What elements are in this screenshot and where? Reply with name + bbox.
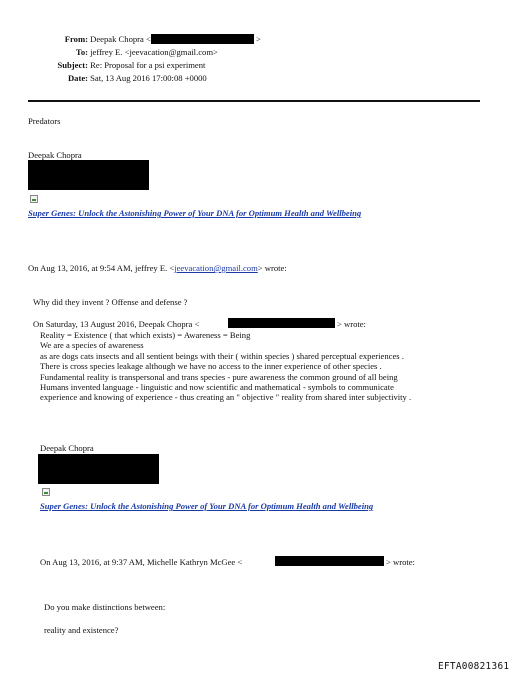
redaction-box [28, 160, 149, 190]
from-value: Deepak Chopra < [90, 34, 151, 44]
question-line-3: reality and existence? [44, 625, 119, 635]
paragraph-line: We are a species of awareness [40, 340, 144, 351]
redaction-box [38, 454, 159, 484]
quote-header-3-post: > wrote: [386, 557, 415, 567]
quote-header-3: On Aug 13, 2016, at 9:37 AM, Michelle Kathryn McGee < [40, 557, 243, 567]
document-id: EFTA00821361 [438, 661, 510, 672]
from-close: > [256, 34, 261, 44]
email-link[interactable]: jeevacation@gmail.com [174, 263, 258, 273]
book-link[interactable]: Super Genes: Unlock the Astonishing Power of Your DNA for Optimum Health and Wellbeing [28, 208, 362, 218]
date-label: Date: [67, 73, 88, 83]
quote-header-2-post: > wrote: [337, 319, 366, 329]
to-row [48, 47, 218, 57]
broken-image-icon [42, 488, 50, 496]
redaction-box [275, 556, 384, 566]
body-line-predators: Predators [28, 116, 61, 126]
from-label: From: [64, 34, 88, 44]
date-row [48, 73, 207, 83]
quote-header-1 [28, 263, 287, 273]
paragraph-line: as are dogs cats insects and all sentient beings with their ( within species ) shared perceptual experiences . [40, 350, 404, 361]
subject-value: Re: Proposal for a psi experiment [90, 60, 206, 70]
header-divider [28, 100, 480, 102]
paragraph-line: Humans invented language - linguistic and now scientific and mathematical - symbols to communicate [40, 382, 394, 393]
quote-header-1-pre: On Aug 13, 2016, at 9:54 AM, jeffrey E. < [28, 263, 175, 273]
question-line: Why did they invent ? Offense and defense ? [33, 297, 188, 307]
date-value: Sat, 13 Aug 2016 17:00:08 +0000 [90, 73, 207, 83]
book-link-2[interactable]: Super Genes: Unlock the Astonishing Power of Your DNA for Optimum Health and Wellbeing [40, 501, 374, 511]
to-value-pre: jeffrey E. < [90, 47, 130, 57]
paragraph-line: experience and knowing of experience - thus creating an " objective " reality from shared inter subjectivity . [40, 392, 412, 403]
paragraph-line: Reality = Existence ( that which exists) = Awareness = Being [40, 330, 251, 340]
to-label: To: [75, 47, 88, 57]
broken-image-icon [30, 195, 38, 203]
redaction-box [151, 34, 254, 44]
paragraph-line: There is cross species leakage although we have no access to the inner experience of other species . [40, 361, 382, 372]
subject-label: Subject: [57, 60, 88, 70]
to-value-post: > [213, 47, 218, 57]
quote-header-1-post: > wrote: [257, 263, 287, 273]
question-line-2: Do you make distinctions between: [44, 602, 166, 612]
to-email: jeevacation@gmail.com [129, 47, 214, 57]
from-row [48, 34, 151, 44]
paragraph-line: Fundamental reality is transpersonal and trans species - pure awareness the common ground of all being [40, 371, 398, 382]
quote-header-2: On Saturday, 13 August 2016, Deepak Chopra < [33, 319, 200, 329]
subject-row [48, 60, 205, 70]
signature-name: Deepak Chopra [28, 150, 82, 160]
redaction-box [228, 318, 335, 328]
quoted-paragraph [40, 330, 411, 403]
signature-name-2: Deepak Chopra [40, 443, 94, 453]
